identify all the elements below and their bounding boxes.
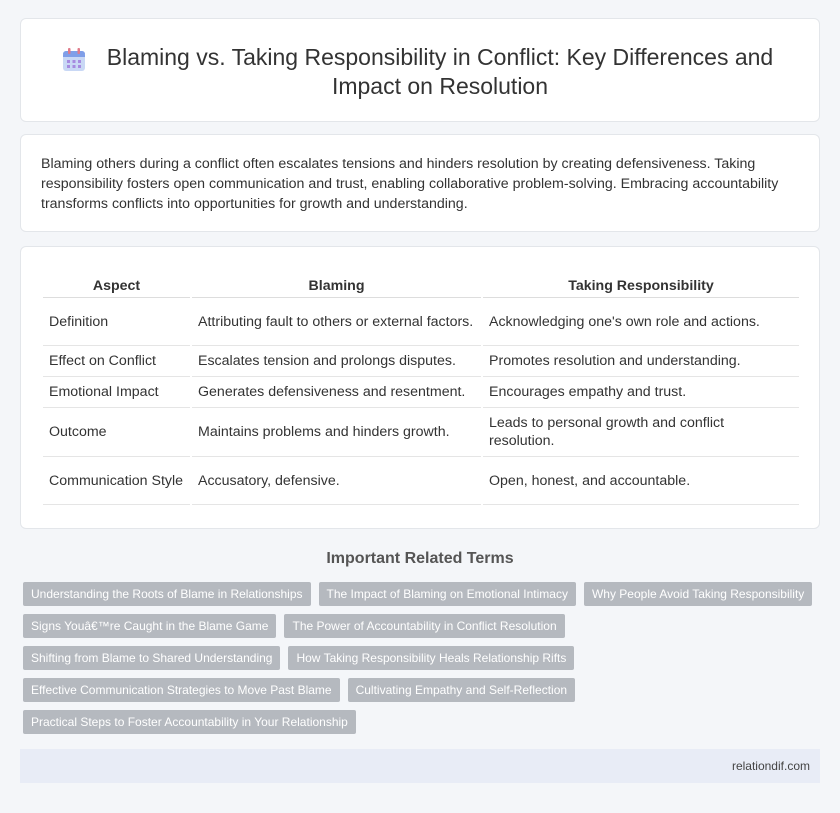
table-cell: Leads to personal growth and conflict resolution. [483,408,799,457]
header-aspect: Aspect [43,273,190,298]
related-term-tag[interactable]: The Power of Accountability in Conflict Resolution [284,614,564,638]
table-row [43,377,799,408]
table-row [43,408,799,457]
page-title: Blaming vs. Taking Responsibility in Conflict: Key Differences and Impact on Resolution [106,44,774,99]
table-cell: Effect on Conflict [43,346,190,377]
table-cell: Accusatory, defensive. [192,457,481,505]
related-term-tag[interactable]: Shifting from Blame to Shared Understanding [23,646,280,670]
table-cell: Promotes resolution and understanding. [483,346,799,377]
related-term-tag[interactable]: How Taking Responsibility Heals Relationship Rifts [288,646,574,670]
table-cell: Encourages empathy and trust. [483,377,799,408]
table-cell: Escalates tension and prolongs disputes. [192,346,481,377]
calendar-icon [61,47,87,73]
intro-card [20,134,820,232]
table-cell: Communication Style [43,457,190,505]
tag-row [23,678,823,702]
related-terms-list [23,582,823,742]
related-term-tag[interactable]: Practical Steps to Foster Accountability in Your Relationship [23,710,356,734]
table-row [43,457,799,505]
related-term-tag[interactable]: Cultivating Empathy and Self-Reflection [348,678,575,702]
table-header-row [43,273,799,298]
table-cell: Emotional Impact [43,377,190,408]
table-cell: Definition [43,298,190,346]
related-term-tag[interactable]: Effective Communication Strategies to Move Past Blame [23,678,340,702]
related-terms-title: Important Related Terms [326,550,514,567]
tag-row [23,582,823,606]
table-cell: Attributing fault to others or external factors. [192,298,481,346]
related-term-tag[interactable]: Signs Youâ€™re Caught in the Blame Game [23,614,276,638]
table-cell: Acknowledging one's own role and actions. [483,298,799,346]
related-term-tag[interactable]: The Impact of Blaming on Emotional Intimacy [319,582,576,606]
table-row [43,298,799,346]
table-cell: Open, honest, and accountable. [483,457,799,505]
header-card [20,18,820,122]
tag-row [23,614,823,638]
table-cell: Generates defensiveness and resentment. [192,377,481,408]
comparison-table [41,273,801,505]
footer-site-link[interactable]: relationdif.com [731,759,810,773]
comparison-table-card [20,246,820,529]
table-cell: Outcome [43,408,190,457]
tag-row [23,710,823,734]
header-taking-responsibility: Taking Responsibility [483,273,799,298]
table-cell: Maintains problems and hinders growth. [192,408,481,457]
intro-paragraph: Blaming others during a conflict often escalates tensions and hinders resolution by creating defensiveness. Taking responsibility fosters open communication and trust, enabling collaborative problem-solving. Embracing accountability transforms conflicts into opportunities for growth and understanding. [41,156,779,212]
related-term-tag[interactable]: Understanding the Roots of Blame in Relationships [23,582,311,606]
related-term-tag[interactable]: Why People Avoid Taking Responsibility [584,582,812,606]
table-row [43,346,799,377]
footer [20,749,820,783]
header-blaming: Blaming [192,273,481,298]
tag-row [23,646,823,670]
